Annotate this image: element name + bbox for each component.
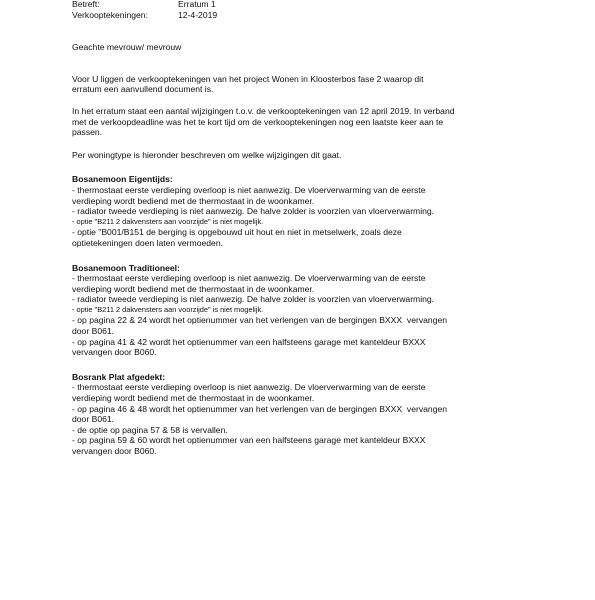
option-section xyxy=(72,372,542,457)
subject-row xyxy=(72,0,542,10)
text-line: verdieping wordt bediend met de thermostaat in de woonkamer. xyxy=(72,195,315,206)
subject-label: Betreft: xyxy=(72,0,100,9)
text-line: - op pagina 46 & 48 wordt het optienummer van het verlengen van de bergingen BXXX vervangen xyxy=(72,403,448,414)
text-line: Per woningtype is hieronder beschreven om welke wijzigingen dit gaat. xyxy=(72,149,342,160)
option-section xyxy=(72,263,542,358)
text-line: - optie "B001/B151 de berging is opgebouwd uit hout en niet in metselwerk, zoals deze xyxy=(72,227,402,238)
text-line: - op pagina 41 & 42 wordt het optienummer van een halfsteens garage met kanteldeur BXXX xyxy=(72,336,426,347)
text-line: - thermostaat eerste verdieping overloop is niet aanwezig. De vloerverwarming van de eerste xyxy=(72,273,426,284)
text-line: - op pagina 22 & 24 wordt het optienummer van het verlengen van de bergingen BXXX vervangen xyxy=(72,315,448,326)
text-line: Voor U liggen de verkooptekeningen van het project Wonen in Kloosterbos fase 2 waarop dit xyxy=(72,73,424,84)
drawings-date-label: Verkooptekeningen: xyxy=(72,9,148,20)
text-line: In het erratum staat een aantal wijzigingen t.o.v. de verkooptekeningen van 12 april 2019. In verband xyxy=(72,105,455,116)
text-line: - de optie op pagina 57 & 58 is vervallen. xyxy=(72,424,228,435)
text-line: - radiator tweede verdieping is niet aanwezig. De halve zolder is voorzien van vloerverwarming. xyxy=(72,206,435,217)
sections-container xyxy=(72,174,542,456)
drawings-date-value: 12-4-2019 xyxy=(178,9,218,20)
salutation: Geachte mevrouw/ mevrouw xyxy=(72,42,182,53)
text-line: verdieping wordt bediend met de thermostaat in de woonkamer. xyxy=(72,283,315,294)
text-line: passen. xyxy=(72,127,103,138)
intro-paragraph-2 xyxy=(72,106,542,138)
text-line: met de verkoopdeadline was het te kort tijd om de verkooptekeningen nog een laatste keer aan te xyxy=(72,116,444,127)
text-line: - thermostaat eerste verdieping overloop is niet aanwezig. De vloerverwarming van de eerste xyxy=(72,382,426,393)
text-line: erratum een aanvullend document is. xyxy=(72,84,214,95)
text-line: - optie "B211 2 dakvensters aan voorzijde" is niet mogelijk. xyxy=(72,216,264,226)
intro-paragraph-1 xyxy=(72,74,542,95)
text-line: door B061. xyxy=(72,326,115,337)
text-line: - optie "B211 2 dakvensters aan voorzijde" is niet mogelijk. xyxy=(72,304,264,314)
header-block xyxy=(72,0,542,20)
text-line: vervangen door B060. xyxy=(72,446,157,456)
intro-paragraph-3 xyxy=(72,150,542,161)
subject-value: Erratum 1 xyxy=(178,0,216,9)
option-section xyxy=(72,174,542,248)
text-line: optietekeningen doen laten vermoeden. xyxy=(72,237,223,248)
section-title: Bosrank Plat afgedekt: xyxy=(72,371,166,382)
text-line: vervangen door B060. xyxy=(72,347,157,358)
text-line: - radiator tweede verdieping is niet aanwezig. De halve zolder is voorzien van vloerverwarming. xyxy=(72,294,435,305)
letter-page xyxy=(72,0,542,457)
text-line: - thermostaat eerste verdieping overloop is niet aanwezig. De vloerverwarming van de eerste xyxy=(72,184,426,195)
text-line: door B061. xyxy=(72,414,115,425)
text-line: verdieping wordt bediend met de thermostaat in de woonkamer. xyxy=(72,393,315,404)
text-line: - op pagina 59 & 60 wordt het optienummer van een halfsteens garage met kanteldeur BXXX xyxy=(72,435,426,446)
section-title: Bosanemoon Eigentijds: xyxy=(72,174,173,185)
section-title: Bosanemoon Traditioneel: xyxy=(72,262,180,273)
drawings-date-row xyxy=(72,10,542,21)
